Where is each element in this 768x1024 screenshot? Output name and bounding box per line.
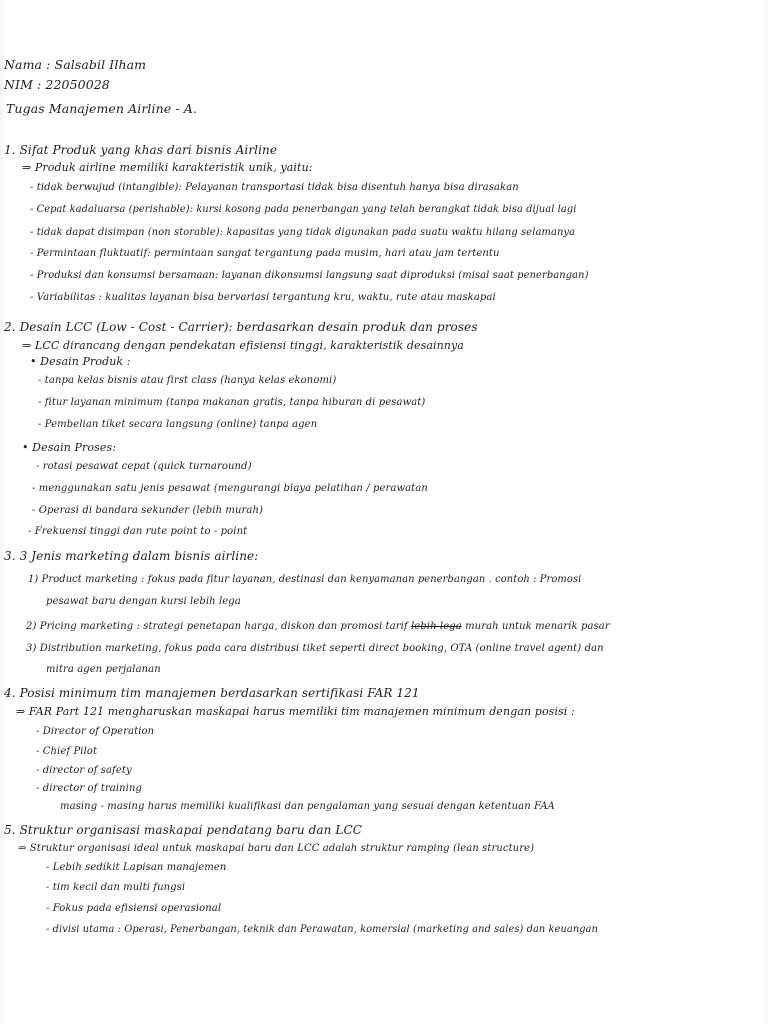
struck-out-text: lebih lega [410,621,462,632]
student-name: Nama : Salsabil Ilham [4,57,147,72]
section-2-bullet: - menggunakan satu jenis pesawat (mengurangi biaya pelatihan / perawatan [32,483,428,494]
section-5-bullet: - Lebih sedikit Lapisan manajemen [46,862,227,873]
section-1-bullet: - Variabilitas : kualitas layanan bisa bervariasi tergantung kru, waktu, rute atau maskapai [30,292,496,303]
assignment-title: Tugas Manajemen Airline - A. [6,101,197,116]
pricing-text: 2) Pricing marketing : strategi penetapan harga, diskon dan promosi tarif [26,621,408,632]
section-4-bullet: - Director of Operation [36,726,155,737]
section-2-bullet: - Pembelian tiket secara langsung (online) tanpa agen [38,419,318,430]
section-4-intro: ⇒ FAR Part 121 mengharuskan maskapai harus memiliki tim manajemen minimum dengan posisi : [16,705,575,718]
section-2-bullet: - Operasi di bandara sekunder (lebih murah) [32,505,264,516]
section-5-bullet: - Fokus pada efisiensi operasional [46,903,222,914]
section-1-intro: ⇒ Produk airline memiliki karakteristik unik, yaitu: [22,161,313,174]
section-3-item-continued: pesawat baru dengan kursi lebih lega [46,596,241,607]
section-4-note: masing - masing harus memiliki kualifikasi dan pengalaman yang sesuai dengan ketentuan FAA [60,801,555,812]
section-5-intro: ⇒ Struktur organisasi ideal untuk maskapai baru dan LCC adalah struktur ramping (lean structure) [18,843,535,854]
section-5-bullet: - divisi utama : Operasi, Penerbangan, teknik dan Perawatan, komersial (marketing and sales) dan keuangan [46,924,598,935]
section-5-bullet: - tim kecil dan multi fungsi [46,882,186,893]
section-2-bullet: - Frekuensi tinggi dan rute point to - point [28,526,248,537]
section-5-heading: 5. Struktur organisasi maskapai pendatang baru dan LCC [4,823,363,837]
section-4-heading: 4. Posisi minimum tim manajemen berdasarkan sertifikasi FAR 121 [4,686,420,700]
section-2-subheading: • Desain Produk : [30,355,131,368]
section-2-intro: ⇒ LCC dirancang dengan pendekatan efisiensi tinggi, karakteristik desainnya [22,339,464,352]
pricing-text-end: murah untuk menarik pasar [465,621,610,632]
section-3-item [26,621,610,632]
section-1-bullet: - tidak dapat disimpan (non storable): kapasitas yang tidak digunakan pada suatu waktu hilang selamanya [30,227,576,238]
section-2-bullet: - rotasi pesawat cepat (quick turnaround) [36,461,252,472]
section-1-bullet: - Permintaan fluktuatif: permintaan sangat tergantung pada musim, hari atau jam tertentu [30,248,500,259]
section-2-subheading: • Desain Proses: [22,441,117,454]
section-4-bullet: - Chief Pilot [36,746,98,757]
section-3-item-continued: mitra agen perjalanan [46,664,161,675]
section-1-bullet: - Cepat kadaluarsa (perishable): kursi kosong pada penerbangan yang telah berangkat tidak bisa dijual lagi [30,204,577,215]
section-2-bullet: - fitur layanan minimum (tanpa makanan gratis, tanpa hiburan di pesawat) [38,397,426,408]
section-3-item: 1) Product marketing : fokus pada fitur layanan, destinasi dan kenyamanan penerbangan . contoh : Promosi [28,574,582,585]
section-4-bullet: - director of safety [36,765,132,776]
student-nim: NIM : 22050028 [4,77,110,92]
section-3-item: 3) Distribution marketing, fokus pada cara distribusi tiket seperti direct booking, OTA (online travel agent) dan [26,643,604,654]
section-2-bullet: - tanpa kelas bisnis atau first class (hanya kelas ekonomi) [38,375,337,386]
section-1-bullet: - tidak berwujud (intangible): Pelayanan transportasi tidak bisa disentuh hanya bisa dirasakan [30,182,519,193]
section-2-heading: 2. Desain LCC (Low - Cost - Carrier): berdasarkan desain produk dan proses [4,320,478,334]
section-1-heading: 1. Sifat Produk yang khas dari bisnis Airline [4,143,278,157]
section-3-heading: 3. 3 Jenis marketing dalam bisnis airline: [4,549,259,563]
section-4-bullet: - director of training [36,783,142,794]
section-1-bullet: - Produksi dan konsumsi bersamaan: layanan dikonsumsi langsung saat diproduksi (misal saat penerbangan) [30,270,589,281]
